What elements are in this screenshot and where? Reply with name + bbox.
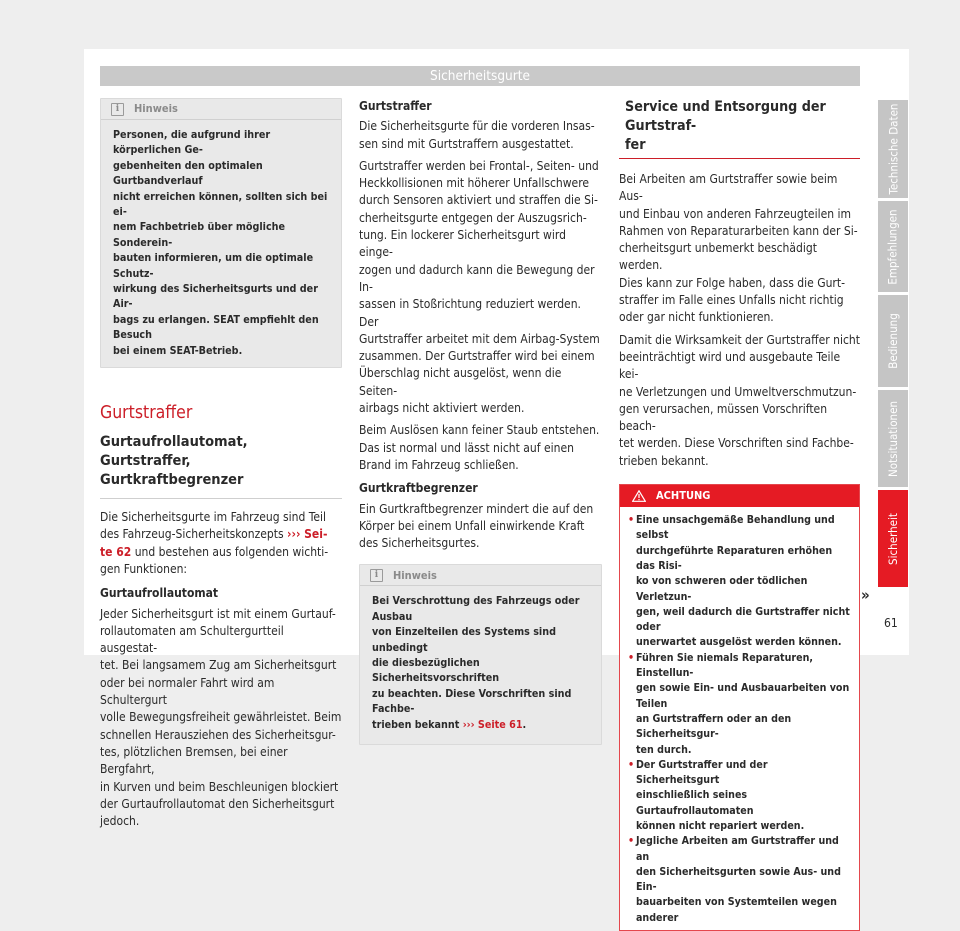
text-line: cherheitsgurte entgegen der Auszugsrich- bbox=[359, 210, 587, 225]
tab-bedienung[interactable]: Bedienung bbox=[878, 295, 908, 387]
paragraph bbox=[619, 332, 860, 470]
text-line: Das ist normal und lässt nicht auf einen bbox=[359, 440, 574, 455]
text-line: airbags nicht aktiviert werden. bbox=[359, 401, 525, 416]
text-line: trieben bekannt ››› Seite 61. bbox=[372, 717, 527, 731]
page-link[interactable]: te 62 bbox=[100, 544, 132, 559]
left-column bbox=[100, 98, 342, 830]
achtung-label: ACHTUNG bbox=[656, 489, 711, 503]
text-line: cherheitsgurt unbemerkt beschädigt werden. bbox=[619, 241, 817, 273]
intro-paragraph bbox=[100, 509, 342, 578]
text-line: oder gar nicht funktionieren. bbox=[619, 310, 774, 325]
text-line: Personen, die aufgrund ihrer körperlichen Ge- bbox=[113, 128, 271, 157]
text-line: bei einem SEAT-Betrieb. bbox=[113, 343, 243, 357]
info-icon: i bbox=[111, 103, 124, 116]
text-line: und Einbau von anderen Fahrzeugteilen im bbox=[619, 206, 852, 221]
text-line: durch Sensoren aktiviert und straffen die Si- bbox=[359, 193, 598, 208]
text-line: Jeder Sicherheitsgurt ist mit einem Gurtauf- bbox=[100, 606, 336, 621]
info-icon: i bbox=[370, 569, 383, 582]
hinweis-header bbox=[101, 99, 341, 120]
text-line: tes, plötzlichen Bremsen, bei einer Bergfahrt, bbox=[100, 744, 288, 777]
warning-item: • Der Gurtstraffer und der Sicherheitsgurt einschließlich seines Gurtaufrollautomaten können nicht repariert werden. bbox=[628, 758, 805, 832]
text-line: oder bei normaler Fahrt wird am Schultergurt bbox=[100, 675, 275, 708]
right-column bbox=[619, 98, 860, 931]
body-paragraph bbox=[100, 606, 342, 831]
hinweis-label: Hinweis bbox=[134, 102, 178, 116]
page-link[interactable]: ››› Sei- bbox=[287, 527, 328, 542]
warning-item: • Eine unsachgemäße Behandlung und selbst durchgeführte Reparaturen erhöhen das Risi- ko von schweren oder tödlichen Verletzun- gen, weil dadurch die Gurtstraffer nicht oder unerwartet ausgelöst werden können. bbox=[628, 514, 850, 649]
text-line: schnellen Herausziehen des Sicherheitsgur- bbox=[100, 727, 336, 742]
title-line: Service und Entsorgung der Gurtstraf- bbox=[625, 99, 826, 134]
text-line: Die Sicherheitsgurte für die vorderen Insas- bbox=[359, 119, 595, 134]
text-line: Gurtstraffer werden bei Frontal-, Seiten- und bbox=[359, 158, 599, 173]
text-line: zogen und dadurch kann die Bewegung der In- bbox=[359, 262, 595, 294]
text-line: Dies kann zur Folge haben, dass die Gurt- bbox=[619, 275, 845, 290]
warning-item: • Führen Sie niemals Reparaturen, Einstellun- gen sowie Ein- und Ausbauarbeiten von Teilen an Gurtstraffern oder an den Sicherheitsgur- ten durch. bbox=[628, 651, 850, 756]
text-line: zusammen. Der Gurtstraffer wird bei einem bbox=[359, 349, 595, 364]
achtung-text bbox=[620, 507, 859, 930]
tab-technische-daten[interactable]: Technische Daten bbox=[878, 100, 908, 198]
text-line: ne Verletzungen und Umweltverschmutzun- bbox=[619, 384, 857, 399]
section-subtitle bbox=[100, 433, 342, 490]
subtitle-line: Gurtaufrollautomat, Gurtstraffer, bbox=[100, 434, 248, 470]
text-line: gen Funktionen: bbox=[100, 561, 188, 576]
text-line: Körper bei einem Unfall einwirkende Kraft bbox=[359, 518, 585, 533]
subheading-gurtkraftbegrenzer: Gurtkraftbegrenzer bbox=[359, 481, 478, 496]
text-line: bags zu erlangen. SEAT empfiehlt den Besuch bbox=[113, 312, 319, 342]
text-line: sassen in Stoßrichtung reduziert werden. Der bbox=[359, 297, 581, 329]
text-line: in Kurven und beim Beschleunigen blockiert bbox=[100, 779, 339, 794]
warning-icon bbox=[632, 490, 646, 502]
text-line: straffer im Falle eines Unfalls nicht richtig bbox=[619, 293, 844, 308]
section-title: Gurtstraffer bbox=[100, 403, 193, 424]
page-link[interactable]: ››› Seite 61 bbox=[462, 717, 523, 731]
chapter-header: Sicherheitsgurte bbox=[100, 66, 860, 86]
text-line: tet. Bei langsamem Zug am Sicherheitsgurt bbox=[100, 658, 337, 673]
achtung-header bbox=[620, 485, 859, 507]
text-line: bauten informieren, um die optimale Schutz- bbox=[113, 251, 314, 280]
paragraph bbox=[359, 501, 602, 553]
tab-notsituationen[interactable]: Notsituationen bbox=[878, 390, 908, 487]
text-line: Überschlag nicht ausgelöst, wenn die Seiten- bbox=[359, 366, 562, 398]
text-line: gebenheiten den optimalen Gurtbandverlauf bbox=[113, 158, 263, 188]
text-line: tet werden. Diese Vorschriften sind Fachbe- bbox=[619, 436, 854, 451]
hinweis-box bbox=[359, 564, 602, 745]
text-line: te 62 und bestehen aus folgenden wichti- bbox=[100, 544, 329, 559]
hinweis-label: Hinweis bbox=[393, 568, 437, 582]
tab-empfehlungen[interactable]: Empfehlungen bbox=[878, 201, 908, 292]
text-line: gen verursachen, müssen Vorschriften beach- bbox=[619, 401, 828, 434]
text-line: rollautomaten am Schultergurtteil ausgestat- bbox=[100, 623, 284, 656]
hinweis-header bbox=[360, 565, 601, 586]
hinweis-box bbox=[100, 98, 342, 368]
text-line: Bei Arbeiten am Gurtstraffer sowie beim Aus- bbox=[619, 172, 838, 204]
text-line: Ein Gurtkraftbegrenzer mindert die auf den bbox=[359, 501, 594, 516]
text-line: Brand im Fahrzeug schließen. bbox=[359, 457, 519, 472]
tab-sicherheit[interactable]: Sicherheit bbox=[878, 490, 908, 587]
text-line: des Fahrzeug-Sicherheitskonzepts ››› Sei- bbox=[100, 527, 328, 542]
service-title bbox=[619, 98, 860, 159]
text-line: jedoch. bbox=[100, 814, 140, 829]
text-line: beeinträchtigt wird und ausgebaute Teile kei- bbox=[619, 349, 841, 382]
page-number: 61 bbox=[884, 616, 898, 630]
hinweis-text bbox=[360, 586, 601, 744]
text-line: des Sicherheitsgurtes. bbox=[359, 536, 480, 551]
continue-arrow-icon: » bbox=[861, 586, 870, 604]
text-line: tung. Ein lockerer Sicherheitsgurt wird einge- bbox=[359, 228, 566, 260]
subtitle-line: Gurtkraftbegrenzer bbox=[100, 472, 244, 489]
text-line: der Gurtaufrollautomat den Sicherheitsgurt bbox=[100, 796, 335, 811]
text-line: zu beachten. Diese Vorschriften sind Fachbe- bbox=[372, 686, 572, 716]
text-line: nem Fachbetrieb über mögliche Sonderein- bbox=[113, 220, 286, 249]
text-line: volle Bewegungsfreiheit gewährleistet. Beim bbox=[100, 710, 342, 725]
text-line: Rahmen von Reparaturarbeiten kann der Si- bbox=[619, 223, 858, 238]
text-line: von Einzelteilen des Systems sind unbedingt bbox=[372, 625, 556, 654]
text-line: Beim Auslösen kann feiner Staub entstehen. bbox=[359, 423, 600, 438]
warning-item: • Jegliche Arbeiten am Gurtstraffer und an den Sicherheitsgurten sowie Aus- und Ein- bauarbeiten von Systemteilen wegen anderer bbox=[628, 835, 841, 924]
middle-column bbox=[359, 98, 602, 745]
section-divider bbox=[100, 498, 342, 499]
text-line: Heckkollisionen mit höherer Unfallschwere bbox=[359, 176, 590, 191]
text-line: trieben bekannt. bbox=[619, 453, 709, 468]
paragraph bbox=[619, 171, 860, 327]
subheading-gurtstraffer: Gurtstraffer bbox=[359, 99, 432, 113]
text-line: sen sind mit Gurtstraffern ausgestattet. bbox=[359, 136, 574, 151]
text-line: Bei Verschrottung des Fahrzeugs oder Ausbau bbox=[372, 594, 580, 623]
text-line: Die Sicherheitsgurte im Fahrzeug sind Teil bbox=[100, 510, 327, 525]
text-line: wirkung des Sicherheitsgurts und der Air- bbox=[113, 282, 318, 311]
hinweis-text bbox=[101, 120, 341, 367]
text-line: die diesbezüglichen Sicherheitsvorschriften bbox=[372, 656, 500, 685]
text-line: Gurtstraffer arbeitet mit dem Airbag-System bbox=[359, 331, 600, 346]
text-line: Damit die Wirksamkeit der Gurtstraffer nicht bbox=[619, 332, 860, 347]
subheading-gurtaufrollautomat: Gurtaufrollautomat bbox=[100, 586, 219, 601]
paragraph bbox=[359, 422, 602, 474]
text-line: nicht erreichen können, sollten sich bei ei- bbox=[113, 189, 328, 219]
title-line: fer bbox=[625, 137, 646, 153]
paragraph bbox=[359, 118, 602, 153]
paragraph bbox=[359, 158, 602, 417]
